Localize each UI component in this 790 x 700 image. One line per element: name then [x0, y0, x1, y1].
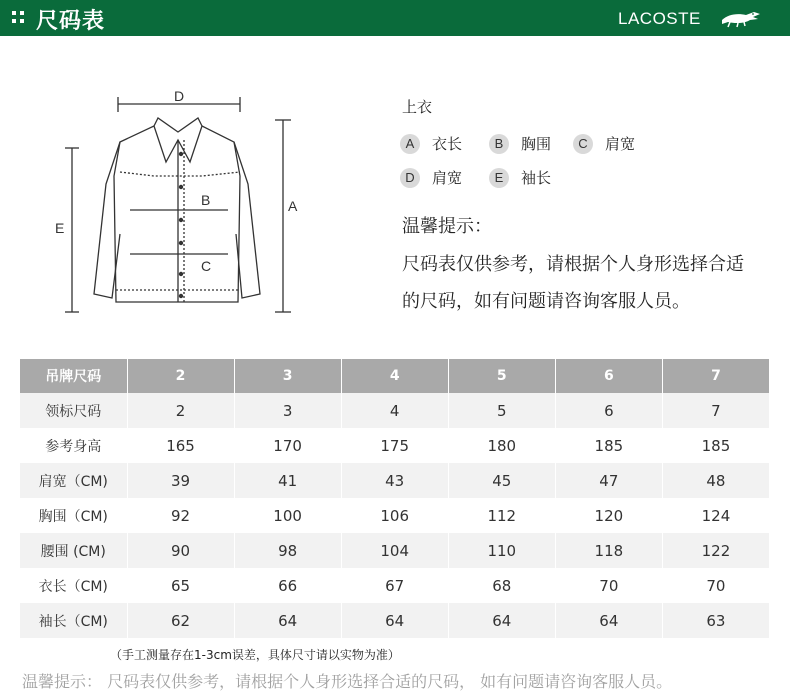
page-title: 尺码表 [36, 9, 106, 34]
table-cell: 62 [127, 603, 234, 638]
legend-label: 袖长 [521, 169, 552, 187]
legend-letter: C [573, 134, 593, 154]
row-label: 肩宽（CM) [20, 463, 127, 498]
table-cell: 185 [662, 428, 769, 463]
header-cell: 5 [448, 359, 555, 393]
legend-label: 肩宽 [605, 135, 636, 153]
table-cell: 185 [555, 428, 662, 463]
legend-title: 上衣 [402, 98, 433, 116]
table-cell: 124 [662, 498, 769, 533]
header-cell: 7 [662, 359, 769, 393]
grid-dots-icon [12, 11, 26, 25]
row-label: 袖长（CM) [20, 603, 127, 638]
legend-letter: A [400, 134, 420, 154]
table-cell: 70 [662, 568, 769, 603]
table-cell: 3 [234, 393, 341, 428]
table-cell: 118 [555, 533, 662, 568]
row-label: 参考身高 [20, 428, 127, 463]
table-cell: 64 [555, 603, 662, 638]
table-cell: 64 [234, 603, 341, 638]
table-cell: 92 [127, 498, 234, 533]
table-cell: 7 [662, 393, 769, 428]
label-e: E [55, 220, 65, 236]
table-cell: 68 [448, 568, 555, 603]
tips-title: 温馨提示： [402, 216, 492, 237]
table-row [20, 498, 770, 533]
table-cell: 104 [341, 533, 448, 568]
table-cell: 64 [448, 603, 555, 638]
tips-line: 尺码表仅供参考，请根据个人身形选择合适 [402, 254, 744, 275]
row-label: 衣长（CM) [20, 568, 127, 603]
table-cell: 41 [234, 463, 341, 498]
table-cell: 122 [662, 533, 769, 568]
header-cell: 6 [555, 359, 662, 393]
table-cell: 4 [341, 393, 448, 428]
table-cell: 5 [448, 393, 555, 428]
table-cell: 180 [448, 428, 555, 463]
table-cell: 106 [341, 498, 448, 533]
jacket-measurement-diagram [50, 84, 310, 319]
table-cell: 47 [555, 463, 662, 498]
legend-item-b [489, 133, 551, 154]
row-label: 腰围 (CM) [20, 533, 127, 568]
label-b: B [201, 192, 211, 208]
table-cell: 100 [234, 498, 341, 533]
table-cell: 165 [127, 428, 234, 463]
table-cell: 6 [555, 393, 662, 428]
table-row [20, 463, 770, 498]
tips-line: 的尺码，如有问题请咨询客服人员。 [402, 291, 690, 312]
label-c: C [201, 258, 212, 274]
label-d: D [174, 88, 185, 104]
size-table [20, 359, 770, 638]
table-cell: 63 [662, 603, 769, 638]
table-cell: 112 [448, 498, 555, 533]
legend-item-e [489, 167, 551, 188]
header-cell: 3 [234, 359, 341, 393]
table-row [20, 603, 770, 638]
table-row [20, 533, 770, 568]
legend-label: 肩宽 [432, 169, 463, 187]
table-cell: 175 [341, 428, 448, 463]
legend-letter: D [400, 168, 420, 188]
table-cell: 90 [127, 533, 234, 568]
table-cell: 67 [341, 568, 448, 603]
table-header-row [20, 359, 770, 393]
crocodile-logo-icon [720, 8, 762, 28]
brand-name: LACOSTE [618, 9, 701, 28]
footer-tip: 温馨提示： 尺码表仅供参考，请根据个人身形选择合适的尺码， 如有问题请咨询客服人员。 [22, 672, 673, 691]
header-cell: 4 [341, 359, 448, 393]
header-bar [0, 0, 790, 36]
table-cell: 70 [555, 568, 662, 603]
label-a: A [288, 198, 298, 214]
table-cell: 45 [448, 463, 555, 498]
legend-letter: E [489, 168, 509, 188]
row-label: 领标尺码 [20, 393, 127, 428]
measurement-note: （手工测量存在1-3cm误差，具体尺寸请以实物为准） [110, 648, 400, 662]
table-cell: 65 [127, 568, 234, 603]
header-cell: 吊牌尺码 [20, 359, 127, 393]
legend-item-a [400, 133, 462, 154]
legend-label: 胸围 [521, 135, 552, 153]
table-cell: 48 [662, 463, 769, 498]
legend-label: 衣长 [432, 135, 463, 153]
table-cell: 64 [341, 603, 448, 638]
table-cell: 110 [448, 533, 555, 568]
legend-letter: B [489, 134, 509, 154]
table-cell: 170 [234, 428, 341, 463]
table-row [20, 393, 770, 428]
table-cell: 66 [234, 568, 341, 603]
table-cell: 98 [234, 533, 341, 568]
legend-item-d [400, 167, 462, 188]
row-label: 胸围（CM) [20, 498, 127, 533]
table-cell: 43 [341, 463, 448, 498]
table-cell: 2 [127, 393, 234, 428]
table-cell: 120 [555, 498, 662, 533]
table-cell: 39 [127, 463, 234, 498]
legend-item-c [573, 133, 635, 154]
tips-text [402, 246, 774, 320]
table-row [20, 568, 770, 603]
table-row [20, 428, 770, 463]
header-cell: 2 [127, 359, 234, 393]
